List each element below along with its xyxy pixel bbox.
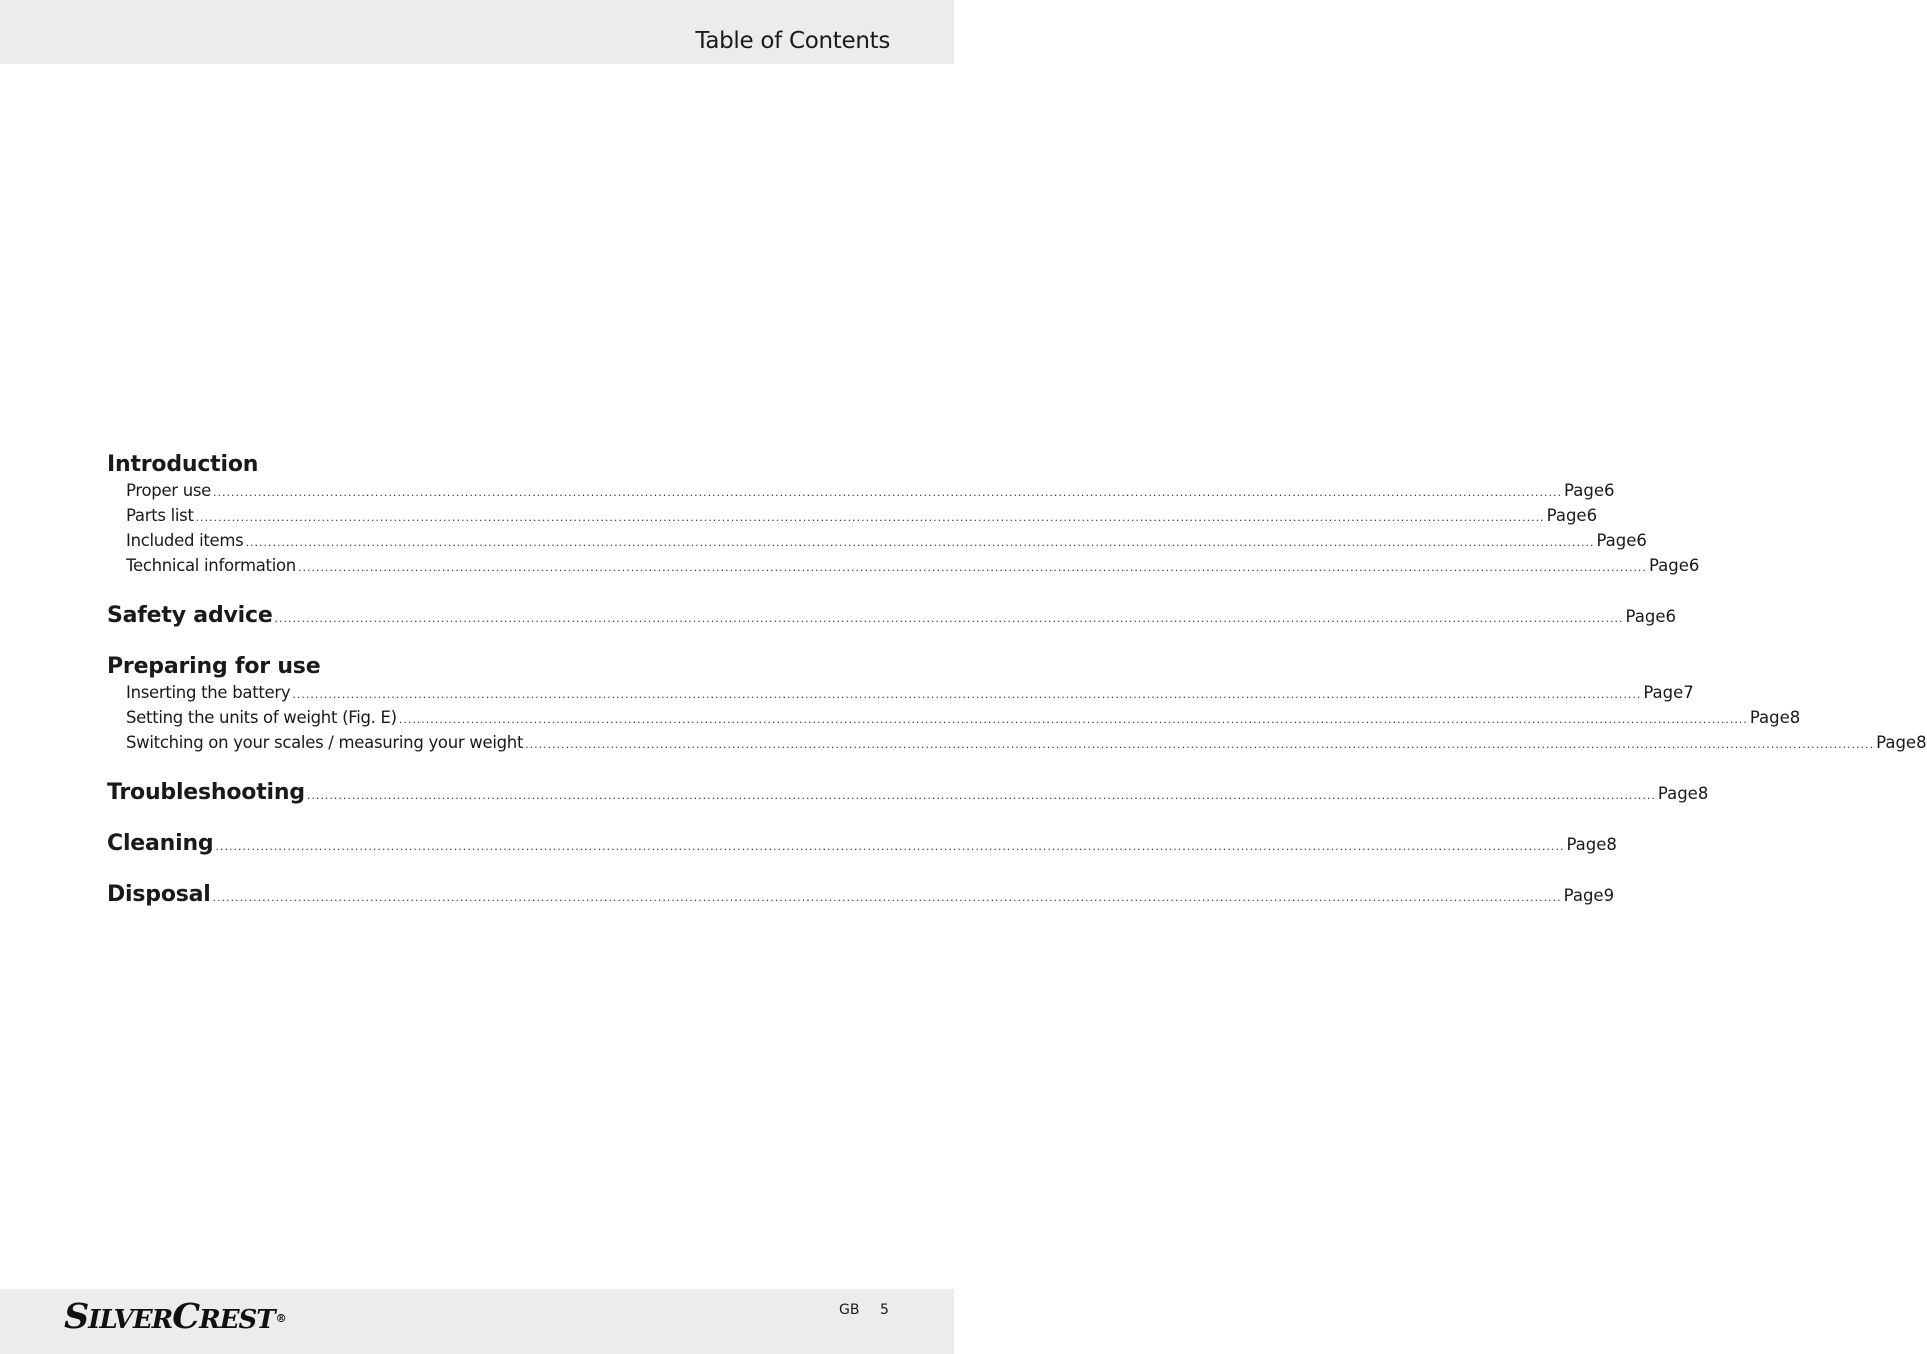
toc-sub-entry[interactable] xyxy=(107,528,1647,553)
toc-page-label: Page xyxy=(1563,886,1604,905)
toc-page-number: 8 xyxy=(1789,708,1801,727)
footer-language: GB xyxy=(839,1302,860,1318)
toc-entry-label: Parts list xyxy=(126,506,194,525)
toc-entry-label: Switching on your scales / measuring your weight xyxy=(126,733,524,752)
table-of-contents xyxy=(107,452,1927,908)
toc-entry-label: Setting the units of weight (Fig. E) xyxy=(126,708,397,727)
toc-page-label: Page xyxy=(1876,733,1917,752)
toc-page-number: 7 xyxy=(1683,683,1694,702)
toc-leader-dots: ............................................................................................................................................................................................................................................................................................................ xyxy=(274,612,1624,625)
toc-page-label: Page xyxy=(1749,708,1790,727)
toc-main-entry[interactable] xyxy=(107,882,1615,908)
toc-page-number: 6 xyxy=(1586,506,1598,525)
toc-sub-entry[interactable] xyxy=(107,503,1598,528)
toc-page-number: 6 xyxy=(1688,556,1700,575)
toc-page-label: Page xyxy=(1643,683,1684,702)
toc-leader-dots: ............................................................................................................................................................................................................................................................................................................ xyxy=(213,486,1563,499)
toc-page-number: 8 xyxy=(1916,733,1927,752)
toc-page-label: Page xyxy=(1546,506,1587,525)
toc-leader-dots: ............................................................................................................................................................................................................................................................................................................ xyxy=(297,561,1647,574)
toc-sub-entry[interactable] xyxy=(107,478,1615,503)
toc-section xyxy=(107,831,1617,857)
toc-page-number: 9 xyxy=(1603,886,1615,905)
toc-leader-dots: ............................................................................................................................................................................................................................................................................................................ xyxy=(398,713,1748,726)
toc-page-label: Page xyxy=(1564,481,1604,500)
toc-section xyxy=(107,654,1927,755)
toc-section xyxy=(107,882,1615,908)
toc-leader-dots: ............................................................................................................................................................................................................................................................................................................ xyxy=(306,789,1656,802)
toc-section-title: Troubleshooting xyxy=(107,780,305,805)
toc-section-title: Safety advice xyxy=(107,603,273,628)
toc-sub-entry[interactable] xyxy=(107,553,1700,578)
toc-entry-label: Technical information xyxy=(126,556,296,575)
toc-leader-dots: ............................................................................................................................................................................................................................................................................................................ xyxy=(525,738,1875,751)
toc-page-number: 6 xyxy=(1603,481,1615,500)
toc-sub-entry[interactable] xyxy=(107,680,1694,705)
toc-leader-dots: ............................................................................................................................................................................................................................................................................................................ xyxy=(212,891,1562,904)
toc-page-number: 8 xyxy=(1606,835,1617,854)
toc-sub-entry[interactable] xyxy=(107,730,1927,755)
toc-page-number: 6 xyxy=(1636,531,1647,550)
toc-page-label: Page xyxy=(1657,784,1698,803)
toc-page-number: 8 xyxy=(1697,784,1709,803)
toc-section-title: Disposal xyxy=(107,882,211,907)
toc-section xyxy=(107,780,1709,806)
toc-main-entry[interactable] xyxy=(107,603,1676,629)
toc-main-entry[interactable] xyxy=(107,780,1709,806)
toc-page-label: Page xyxy=(1596,531,1637,550)
toc-leader-dots: ............................................................................................................................................................................................................................................................................................................ xyxy=(245,536,1595,549)
page-title: Table of Contents xyxy=(695,28,890,54)
toc-section-title: Cleaning xyxy=(107,831,214,856)
toc-page-number: 6 xyxy=(1665,607,1676,626)
toc-entry-label: Included items xyxy=(126,531,244,550)
toc-section xyxy=(107,603,1676,629)
toc-leader-dots: ............................................................................................................................................................................................................................................................................................................ xyxy=(195,511,1545,524)
toc-page-label: Page xyxy=(1566,835,1607,854)
toc-section-title: Preparing for use xyxy=(107,654,321,679)
toc-leader-dots: ............................................................................................................................................................................................................................................................................................................ xyxy=(215,840,1565,853)
toc-section xyxy=(107,452,1700,578)
footer-page-number: 5 xyxy=(880,1302,889,1318)
brand-logo: SILVERCREST® xyxy=(64,1296,286,1337)
toc-main-entry[interactable] xyxy=(107,831,1617,857)
toc-leader-dots: ............................................................................................................................................................................................................................................................................................................ xyxy=(292,688,1642,701)
toc-entry-label: Proper use xyxy=(126,481,212,500)
toc-entry-label: Inserting the battery xyxy=(126,683,291,702)
toc-sub-entry[interactable] xyxy=(107,705,1801,730)
toc-section-title: Introduction xyxy=(107,452,259,477)
toc-page-label: Page xyxy=(1648,556,1689,575)
toc-page-label: Page xyxy=(1625,607,1666,626)
